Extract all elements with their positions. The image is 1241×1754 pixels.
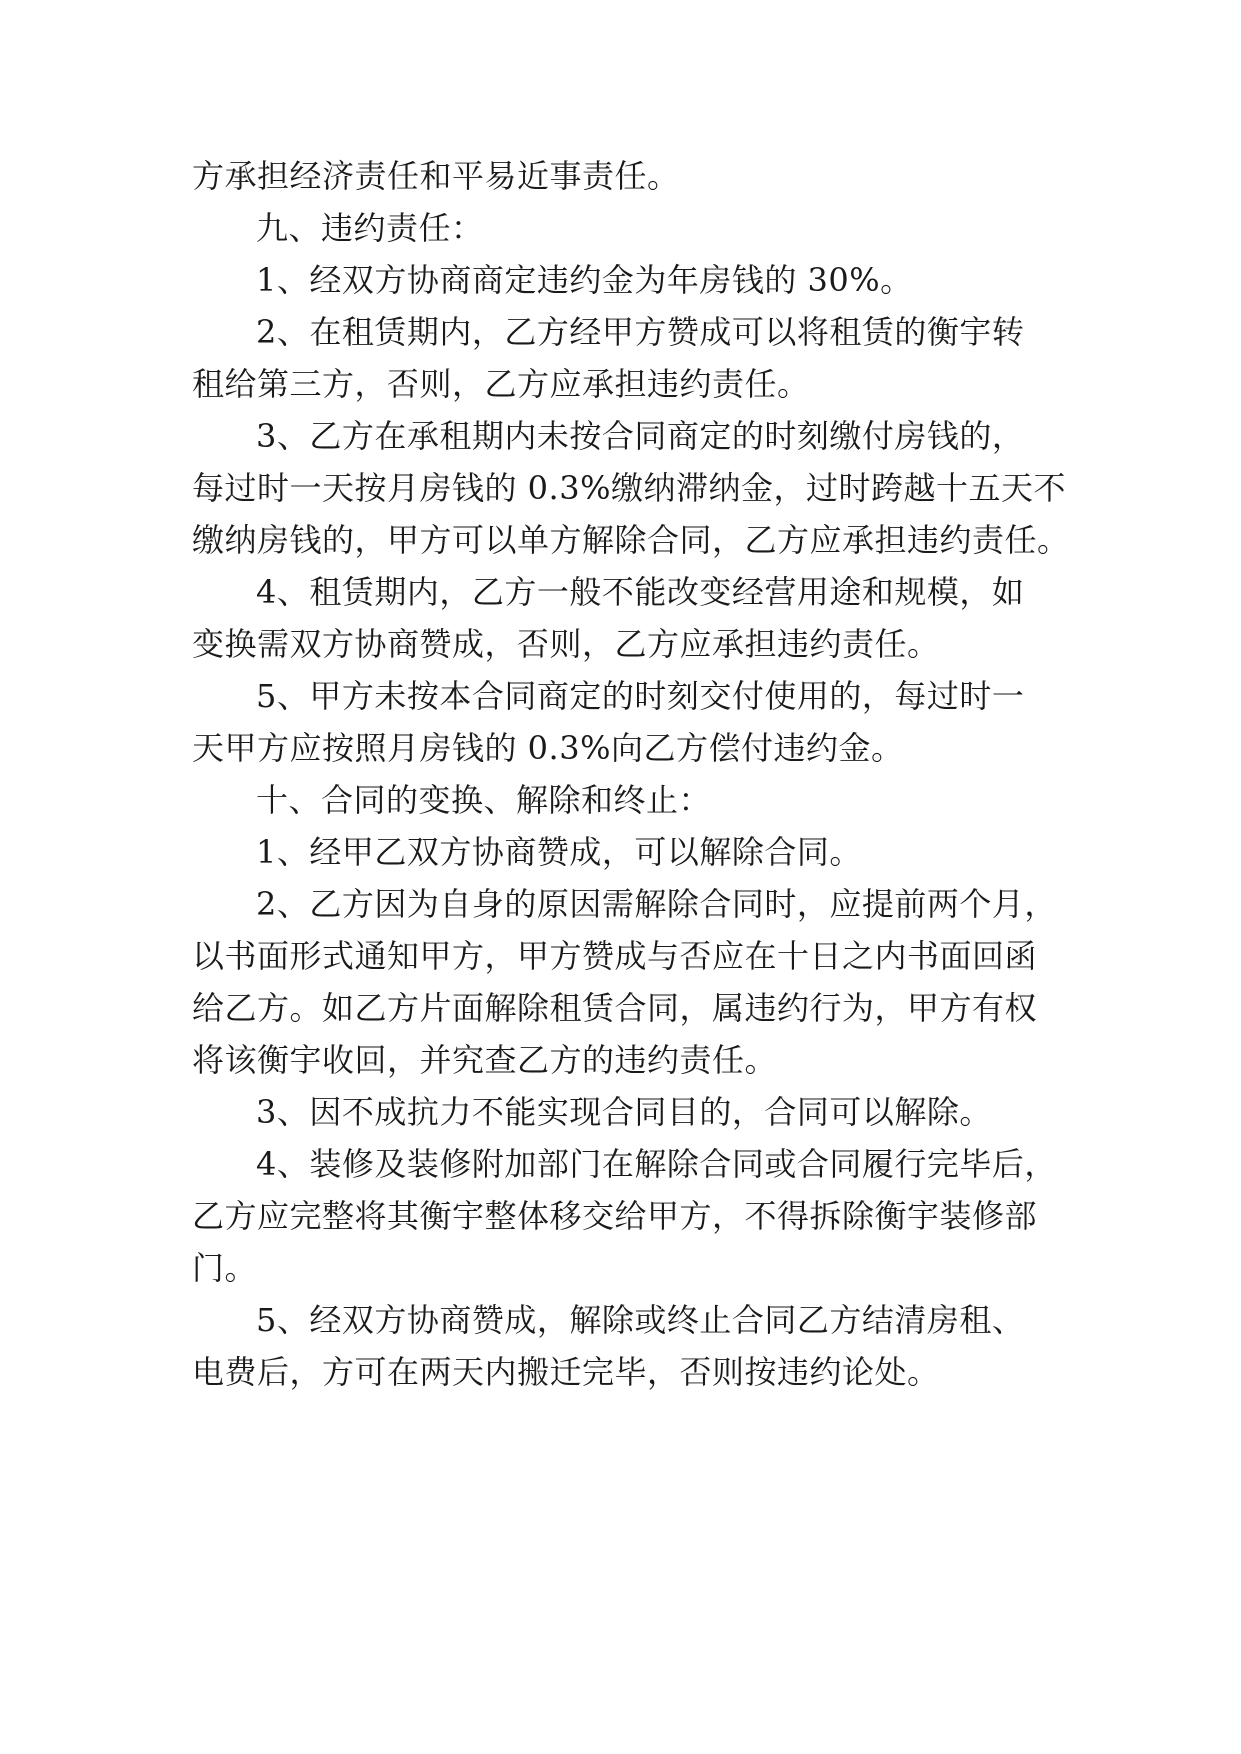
text-line: 3、乙方在承租期内未按合同商定的时刻缴付房钱的， bbox=[256, 417, 1025, 455]
text-line: 天甲方应按照月房钱的 0.3%向乙方偿付违约金。 bbox=[192, 729, 904, 767]
text-line: 乙方应完整将其衡宇整体移交给甲方，不得拆除衡宇装修部 bbox=[192, 1197, 1038, 1235]
text-line: 5、甲方未按本合同商定的时刻交付使用的，每过时一 bbox=[256, 677, 1025, 715]
section-heading: 九、违约责任： bbox=[256, 209, 484, 247]
text-line: 每过时一天按月房钱的 0.3%缴纳滞纳金，过时跨越十五天不 bbox=[192, 469, 1066, 507]
text-line: 门。 bbox=[192, 1249, 258, 1287]
text-line: 1、经甲乙双方协商赞成，可以解除合同。 bbox=[256, 833, 862, 871]
text-line: 将该衡宇收回，并究查乙方的违约责任。 bbox=[192, 1041, 778, 1079]
text-line: 2、乙方因为自身的原因需解除合同时，应提前两个月， bbox=[256, 885, 1057, 923]
text-line: 方承担经济责任和平易近事责任。 bbox=[192, 157, 680, 195]
text-line: 租给第三方，否则，乙方应承担违约责任。 bbox=[192, 365, 810, 403]
text-line: 电费后，方可在两天内搬迁完毕，否则按违约论处。 bbox=[192, 1353, 940, 1391]
text-line: 以书面形式通知甲方，甲方赞成与否应在十日之内书面回函 bbox=[192, 937, 1038, 975]
text-line: 缴纳房钱的，甲方可以单方解除合同，乙方应承担违约责任。 bbox=[192, 521, 1070, 559]
text-line: 3、因不成抗力不能实现合同目的，合同可以解除。 bbox=[256, 1093, 992, 1131]
section-heading: 十、合同的变换、解除和终止： bbox=[256, 781, 712, 819]
text-line: 给乙方。如乙方片面解除租赁合同，属违约行为，甲方有权 bbox=[192, 989, 1038, 1027]
text-line: 4、装修及装修附加部门在解除合同或合同履行完毕后， bbox=[256, 1145, 1057, 1183]
text-line: 5、经双方协商赞成，解除或终止合同乙方结清房租、 bbox=[256, 1301, 1025, 1339]
text-line: 4、租赁期内，乙方一般不能改变经营用途和规模，如 bbox=[256, 573, 1025, 611]
text-line: 变换需双方协商赞成，否则，乙方应承担违约责任。 bbox=[192, 625, 940, 663]
text-line: 1、经双方协商商定违约金为年房钱的 30%。 bbox=[256, 261, 913, 299]
text-line: 2、在租赁期内，乙方经甲方赞成可以将租赁的衡宇转 bbox=[256, 313, 1025, 351]
